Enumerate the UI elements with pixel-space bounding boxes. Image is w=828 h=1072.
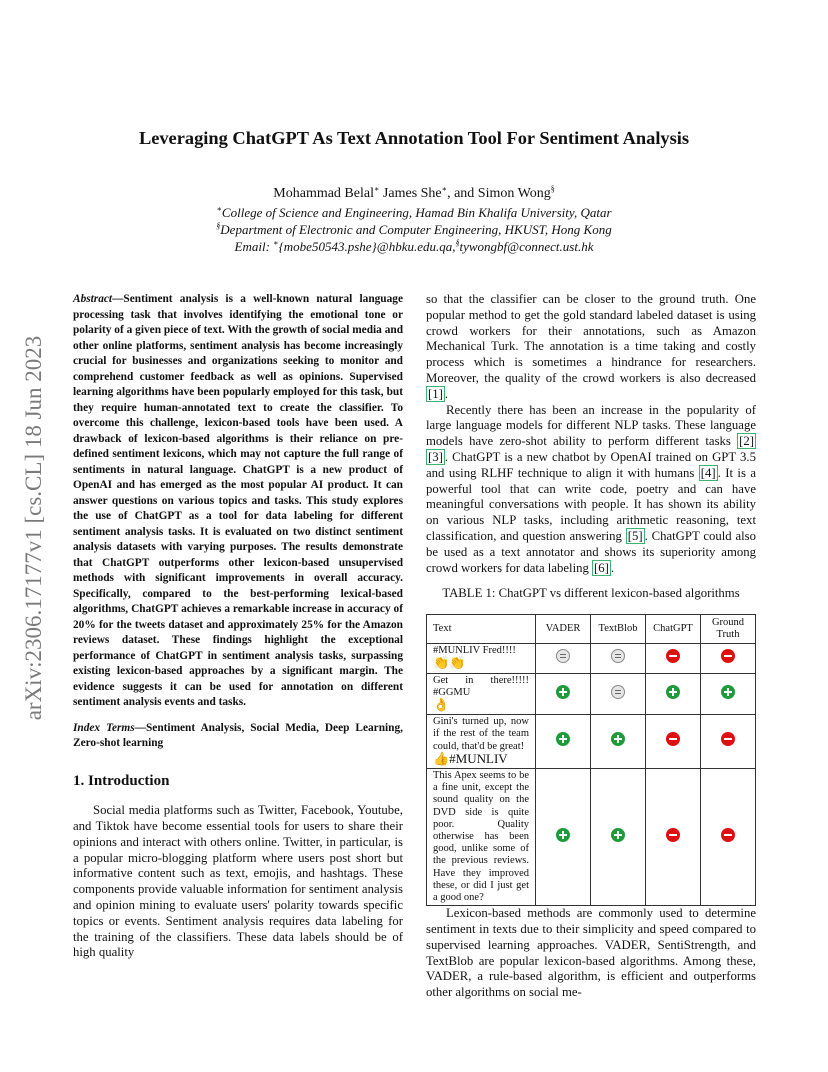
right-paragraph-2	[426, 403, 756, 577]
header-vader: VADER	[536, 615, 591, 644]
arxiv-identifier: arXiv:2306.17177v1 [cs.CL] 18 Jun 2023	[21, 335, 46, 721]
minus-circle-icon	[666, 732, 680, 746]
index-terms	[73, 721, 403, 752]
plus-circle-icon	[556, 732, 570, 746]
row-emoji: 👍#MUNLIV	[433, 750, 508, 766]
abstract-text: —Sentiment analysis is a well-known natural language processing task that involves identifying the emotional tone or polarity of a given piece of text. With the growth of social media and other online platforms, sentiment analysis has become increasingly crucial for businesses and organizations seeking to monitor and comprehend customer feedback as well as opinions. Supervised learning algorithms have been popularly employed for this task, but they require human-annotated text to create the classifier. To overcome this challenge, lexicon-based tools have been used. A drawback of lexicon-based algorithms is their reliance on pre-defined sentiment lexicons, which may not capture the full range of sentiments in natural language. ChatGPT is a new product of OpenAI and has emerged as the most popular AI product. It can answer questions on various topics and tasks. This study explores the use of ChatGPT as a tool for data labeling for different sentiment analysis tasks. It is evaluated on two distinct sentiment analysis datasets with varying purposes. The results demonstrate that ChatGPT outperforms other lexicon-based unsupervised methods with significant improvements in overall accuracy. Specifically, compared to the best-performing lexical-based algorithms, ChatGPT achieves a remarkable increase in accuracy of 20% for the tweets dataset and approximately 25% for the Amazon reviews dataset. These findings highlight the exceptional performance of ChatGPT in sentiment analysis tasks, surpassing existing lexicon-based approaches by a significant margin. The evidence suggests it can be used for annotation on different sentiment analysis events and tasks.	[73, 293, 403, 708]
index-terms-lead: Index Terms	[73, 721, 135, 734]
paper-title: Leveraging ChatGPT As Text Annotation Tool For Sentiment Analysis	[138, 128, 690, 148]
star-mark: ∗	[441, 184, 448, 194]
row-text: Gini's turned up, now if the rest of the team could, that'd be great!	[433, 716, 529, 752]
email-label: Email:	[234, 239, 274, 254]
label-cell	[701, 644, 756, 673]
comparison-table	[426, 614, 756, 906]
citation-link[interactable]: [4]	[700, 465, 716, 480]
label-cell	[646, 768, 701, 905]
label-cell	[591, 768, 646, 905]
section-mark: §	[550, 184, 555, 194]
label-cell	[701, 673, 756, 715]
label-cell	[591, 673, 646, 715]
row-text-cell	[427, 673, 536, 715]
affiliation-1	[0, 205, 828, 221]
text-span: .	[610, 560, 615, 575]
plus-circle-icon	[556, 828, 570, 842]
label-cell	[646, 644, 701, 673]
citation-link[interactable]: [5]	[627, 528, 643, 543]
star-mark: ∗	[216, 204, 222, 214]
header-textblob: TextBlob	[591, 615, 646, 644]
affiliation-2-text: Department of Electronic and Computer Engineering, HKUST, Hong Kong	[220, 222, 612, 237]
citation-link[interactable]: [3]	[428, 449, 443, 464]
citation-link[interactable]: [1]	[428, 386, 443, 401]
section-heading: 1. Introduction	[73, 772, 170, 789]
author-line	[0, 186, 828, 202]
section-mark: §	[216, 221, 221, 231]
plus-circle-icon	[556, 685, 570, 699]
label-cell	[701, 768, 756, 905]
text-span: so that the classifier can be closer to the ground truth. One popular method to get the gold standard labeled dataset is using crowd workers for their annotations, such as Amazon Mechanical Turk. The annotation is a time taking and costly process which is sometimes a hindrance for researchers. Moreover, the quality of the crowd workers is also decreased	[426, 292, 756, 385]
row-text: This Apex seems to be a fine unit, except the sound quality on the DVD side is quite poor. Quality otherwise has been good, unlike some of the previous reviews. Have they improved these, or did I just get a good one?	[433, 769, 529, 903]
text-span: . ChatGPT could also be used as a text annotator and shows its superiority among crowd workers for data labeling	[426, 528, 756, 575]
row-text: #MUNLIV Fred!!!!	[433, 645, 516, 657]
table-row	[427, 644, 756, 673]
text-span: . ChatGPT is a new chatbot by OpenAI trained on GPT 3.5 and using RLHF technique to align it with humans	[426, 449, 756, 480]
section-mark: §	[455, 238, 460, 248]
equals-circle-icon	[611, 649, 625, 663]
intro-paragraph: Social media platforms such as Twitter, Facebook, Youtube, and Tiktok have become essential tools for users to share their opinions and interact with others online. Twitter, in particular, is a popular micro-blogging platform where users post short but informative content such as text, emojis, and hashtags. These components provide valuable information for sentiment analysis and opinion mining to evaluate users' polarity towards specific topics or events. Sentiment analysis requires data labeling for the training of the classifiers. These data labels should be of high quality	[73, 803, 403, 960]
email-1: {mobe50543.pshe}@hbku.edu.qa,	[278, 239, 456, 254]
table-row	[427, 673, 756, 715]
row-text-cell	[427, 715, 536, 769]
table-caption: TABLE 1: ChatGPT vs different lexicon-based algorithms	[442, 586, 740, 601]
minus-circle-icon	[666, 649, 680, 663]
label-cell	[536, 644, 591, 673]
text-span: . It is a powerful tool that can write code, poetry and can have meaningful conversations with people. It has shown its ability on various NLP tasks, including arithmetic reasoning, text classification, and question answering	[426, 465, 756, 543]
citation-link[interactable]: [6]	[594, 560, 609, 575]
plus-circle-icon	[666, 685, 680, 699]
abstract	[73, 292, 403, 711]
plus-circle-icon	[721, 685, 735, 699]
email-2: tywongbf@connect.ust.hk	[459, 239, 594, 254]
plus-circle-icon	[611, 732, 625, 746]
label-cell	[646, 715, 701, 769]
minus-circle-icon	[721, 732, 735, 746]
table-header-row	[427, 615, 756, 644]
minus-circle-icon	[666, 828, 680, 842]
right-paragraph-1	[426, 292, 756, 403]
row-emoji: 👏👏	[433, 655, 466, 671]
header-chatgpt: ChatGPT	[646, 615, 701, 644]
table-row	[427, 768, 756, 905]
label-cell	[536, 673, 591, 715]
author-2: James She	[379, 186, 442, 201]
equals-circle-icon	[556, 649, 570, 663]
row-text: Get in there!!!!! #GGMU	[433, 674, 529, 698]
star-mark: ∗	[373, 184, 380, 194]
row-text-cell	[427, 768, 536, 905]
minus-circle-icon	[721, 828, 735, 842]
left-column	[73, 292, 403, 961]
header-text: Text	[427, 615, 536, 644]
abstract-lead: Abstract	[73, 293, 113, 305]
label-cell	[701, 715, 756, 769]
index-terms-text: —Sentiment Analysis, Social Media, Deep Learning, Zero-shot learning	[73, 721, 403, 749]
email-line	[0, 239, 828, 255]
label-cell	[646, 673, 701, 715]
row-emoji: 👌	[433, 696, 450, 712]
label-cell	[536, 768, 591, 905]
text-span: Recently there has been an increase in the popularity of large language models for different NLP tasks. These language models have zero-shot ability to perform different tasks	[426, 402, 756, 449]
citation-link[interactable]: [2]	[739, 434, 754, 449]
author-1: Mohammad Belal	[273, 186, 374, 201]
label-cell	[536, 715, 591, 769]
label-cell	[591, 715, 646, 769]
table-row	[427, 715, 756, 769]
star-mark: ∗	[273, 238, 279, 248]
equals-circle-icon	[611, 685, 625, 699]
right-column	[426, 292, 756, 1001]
header-ground-truth: Ground Truth	[701, 615, 756, 644]
affiliation-1-text: College of Science and Engineering, Hamad Bin Khalifa University, Qatar	[221, 205, 612, 220]
plus-circle-icon	[611, 828, 625, 842]
label-cell	[591, 644, 646, 673]
author-3: , and Simon Wong	[447, 186, 551, 201]
minus-circle-icon	[721, 649, 735, 663]
row-text-cell	[427, 644, 536, 673]
affiliation-2	[0, 222, 828, 238]
right-paragraph-3: Lexicon-based methods are commonly used to determine sentiment in texts due to their simplicity and speed compared to supervised learning approaches. VADER, SentiStrength, and TextBlob are popular lexicon-based algorithms. Among these, VADER, a rule-based algorithm, is efficient and outperforms other algorithms on social me-	[426, 906, 756, 1000]
text-span: .	[444, 386, 449, 401]
